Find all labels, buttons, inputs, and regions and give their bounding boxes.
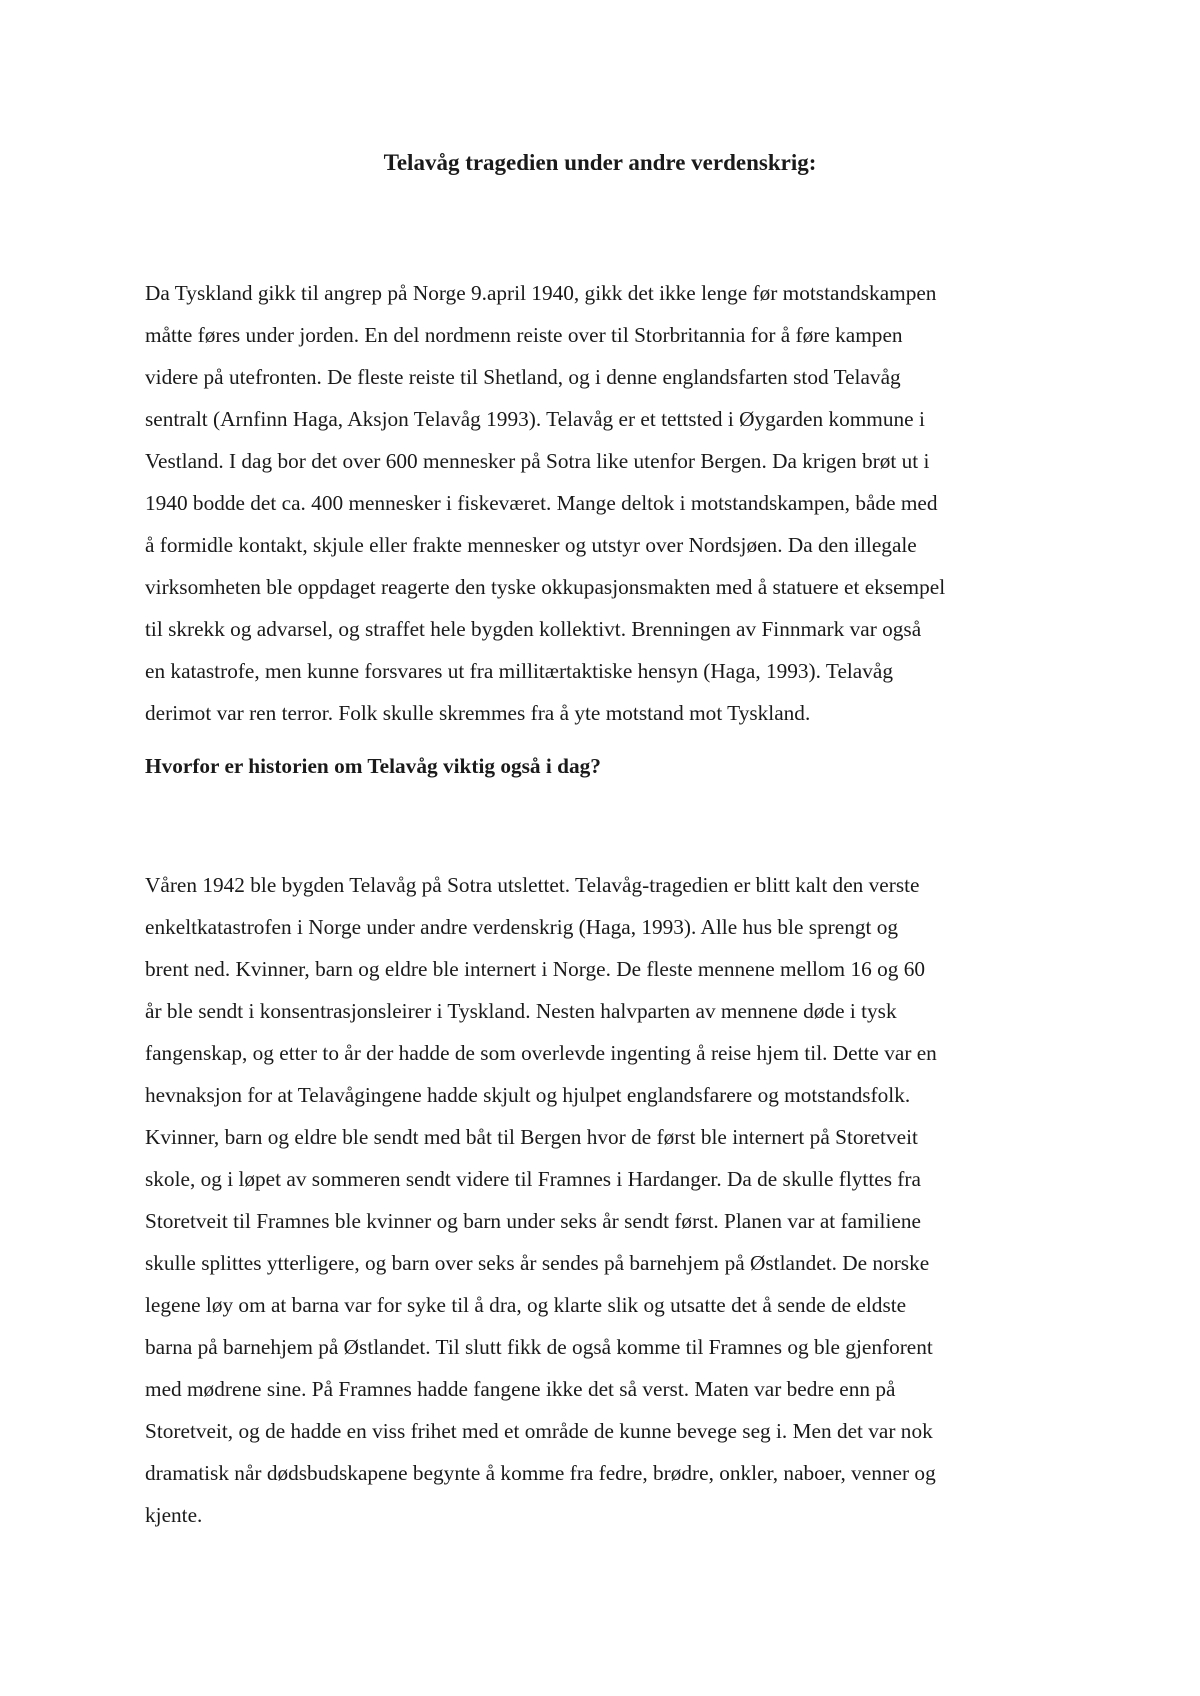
paragraph-line: måtte føres under jorden. En del nordmenn reiste over til Storbritannia for å føre kampen (145, 323, 903, 347)
paragraph-line: hevnaksjon for at Telavågingene hadde skjult og hjulpet englandsfarere og motstandsfolk. (145, 1083, 911, 1107)
paragraph-line: derimot var ren terror. Folk skulle skremmes fra å yte motstand mot Tyskland. (145, 701, 811, 725)
section-heading: Hvorfor er historien om Telavåg viktig også i dag? (145, 754, 601, 778)
body-paragraph-1 (145, 272, 1065, 734)
paragraph-line: Våren 1942 ble bygden Telavåg på Sotra utslettet. Telavåg-tragedien er blitt kalt den verste (145, 873, 920, 897)
paragraph-line: virksomheten ble oppdaget reagerte den tyske okkupasjonsmakten med å statuere et eksempel (145, 575, 946, 599)
paragraph-line: enkeltkatastrofen i Norge under andre verdenskrig (Haga, 1993). Alle hus ble sprengt og (145, 915, 899, 939)
paragraph-line: til skrekk og advarsel, og straffet hele bygden kollektivt. Brenningen av Finnmark var også (145, 617, 922, 641)
paragraph-line: videre på utefronten. De fleste reiste til Shetland, og i denne englandsfarten stod Telavåg (145, 365, 901, 389)
paragraph-line: Storetveit til Framnes ble kvinner og barn under seks år sendt først. Planen var at familiene (145, 1209, 921, 1233)
paragraph-line: legene løy om at barna var for syke til å dra, og klarte slik og utsatte det å sende de eldste (145, 1293, 907, 1317)
paragraph-line: med mødrene sine. På Framnes hadde fangene ikke det så verst. Maten var bedre enn på (145, 1377, 896, 1401)
paragraph-line: skole, og i løpet av sommeren sendt videre til Framnes i Hardanger. Da de skulle flyttes fra (145, 1167, 921, 1191)
paragraph-line: Da Tyskland gikk til angrep på Norge 9.april 1940, gikk det ikke lenge før motstandskampen (145, 281, 937, 305)
paragraph-line: Vestland. I dag bor det over 600 mennesker på Sotra like utenfor Bergen. Da krigen brøt ut i (145, 449, 930, 473)
paragraph-line: dramatisk når dødsbudskapene begynte å komme fra fedre, brødre, onkler, naboer, venner og (145, 1461, 936, 1485)
paragraph-line: skulle splittes ytterligere, og barn over seks år sendes på barnehjem på Østlandet. De norske (145, 1251, 930, 1275)
paragraph-line: kjente. (145, 1503, 203, 1527)
paragraph-line: barna på barnehjem på Østlandet. Til slutt fikk de også komme til Framnes og ble gjenforent (145, 1335, 933, 1359)
paragraph-line: år ble sendt i konsentrasjonsleirer i Tyskland. Nesten halvparten av mennene døde i tysk (145, 999, 897, 1023)
paragraph-line: Storetveit, og de hadde en viss frihet med et område de kunne bevege seg i. Men det var nok (145, 1419, 933, 1443)
paragraph-line: å formidle kontakt, skjule eller frakte mennesker og utstyr over Nordsjøen. Da den illegale (145, 533, 917, 557)
body-paragraph-2 (145, 864, 1065, 1536)
document-title: Telavåg tragedien under andre verdenskrig: (383, 150, 817, 175)
paragraph-line: Kvinner, barn og eldre ble sendt med båt til Bergen hvor de først ble internert på Storetveit (145, 1125, 918, 1149)
paragraph-line: sentralt (Arnfinn Haga, Aksjon Telavåg 1993). Telavåg er et tettsted i Øygarden kommune i (145, 407, 925, 431)
paragraph-line: brent ned. Kvinner, barn og eldre ble internert i Norge. De fleste mennene mellom 16 og 60 (145, 957, 925, 981)
paragraph-line: en katastrofe, men kunne forsvares ut fra millitærtaktiske hensyn (Haga, 1993). Telavåg (145, 659, 894, 683)
paragraph-line: fangenskap, og etter to år der hadde de som overlevde ingenting å reise hjem til. Dette var en (145, 1041, 937, 1065)
paragraph-line: 1940 bodde det ca. 400 mennesker i fiskeværet. Mange deltok i motstandskampen, både med (145, 491, 938, 515)
